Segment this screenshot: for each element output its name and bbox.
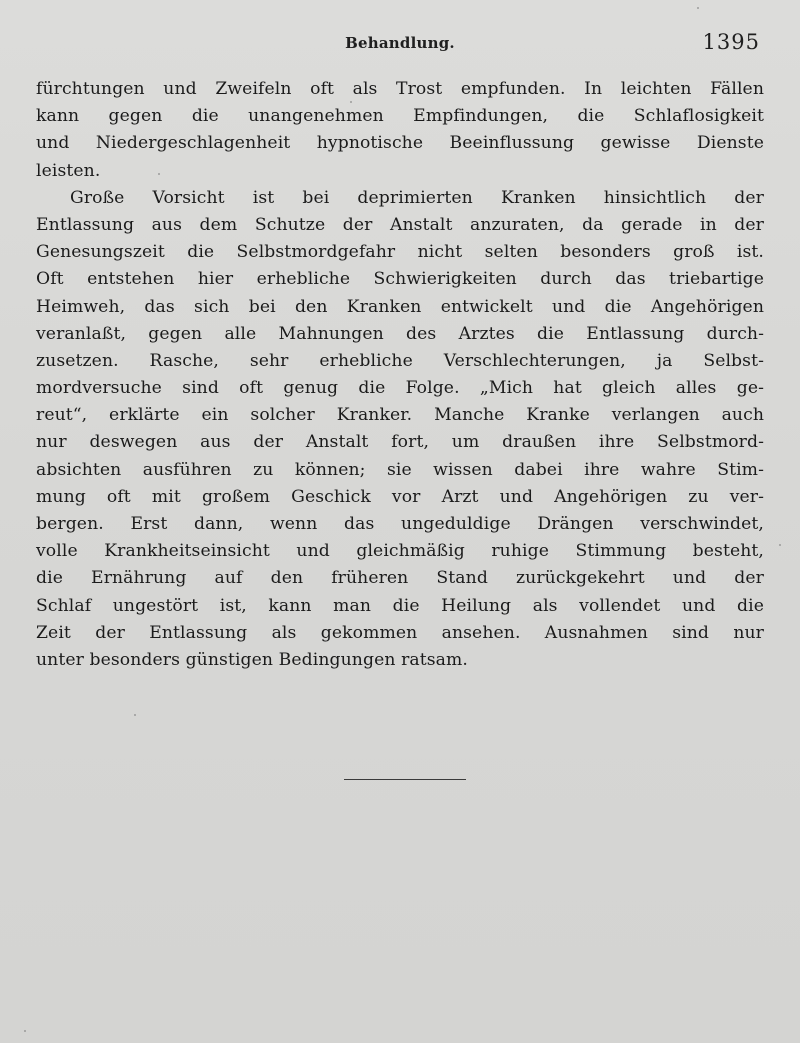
- text-line: Große Vorsicht ist bei deprimierten Kranken hinsichtlich der: [70, 187, 764, 208]
- text-line: absichten ausführen zu können; sie wissen dabei ihre wahre Stim-: [36, 459, 764, 480]
- text-line: bergen. Erst dann, wenn das ungeduldige Drängen verschwindet,: [36, 514, 764, 534]
- paper-speck: [697, 7, 699, 9]
- text-line: mordversuche sind oft genug die Folge. „Mich hat gleich alles ge-: [36, 378, 764, 399]
- text-line: volle Krankheitseinsicht und gleichmäßig ruhige Stimmung besteht,: [36, 541, 764, 562]
- page-header: [36, 30, 764, 58]
- paper-speck: [24, 1030, 26, 1032]
- text-line: Entlassung aus dem Schutze der Anstalt anzuraten, da gerade in der: [36, 214, 764, 235]
- text-line: Genesungszeit die Selbstmordgefahr nicht selten besonders groß ist.: [36, 242, 764, 263]
- text-line: mung oft mit großem Geschick vor Arzt und Angehörigen zu ver-: [36, 486, 764, 507]
- paragraph-2: [36, 185, 764, 674]
- text-line: fürchtungen und Zweifeln oft als Trost empfunden. In leichten Fällen: [36, 79, 764, 99]
- running-head: Behandlung.: [345, 34, 455, 52]
- text-line: und Niedergeschlagenheit hypnotische Beeinflussung gewisse Dienste: [36, 133, 764, 154]
- text-line: unter besonders günstigen Bedingungen ratsam.: [36, 649, 468, 670]
- body-text: [36, 76, 764, 674]
- text-line: zusetzen. Rasche, sehr erhebliche Verschlechterungen, ja Selbst-: [36, 350, 764, 371]
- page-number: 1395: [702, 30, 760, 54]
- paper-speck: [158, 173, 160, 175]
- paper-speck: [350, 101, 352, 103]
- text-line: Oft entstehen hier erhebliche Schwierigkeiten durch das triebartige: [36, 269, 764, 290]
- paper-speck: [134, 714, 136, 716]
- paragraph-1: [36, 76, 764, 185]
- text-line: nur deswegen aus der Anstalt fort, um draußen ihre Selbstmord-: [36, 432, 764, 453]
- text-line: die Ernährung auf den früheren Stand zurückgekehrt und der: [36, 568, 764, 589]
- text-line: veranlaßt, gegen alle Mahnungen des Arztes die Entlassung durch-: [36, 323, 764, 344]
- section-divider: [344, 779, 466, 780]
- text-line: Heimweh, das sich bei den Kranken entwickelt und die Angehörigen: [36, 296, 764, 317]
- text-line: Zeit der Entlassung als gekommen ansehen. Ausnahmen sind nur: [36, 622, 764, 643]
- text-line: reut“, erklärte ein solcher Kranker. Manche Kranke verlangen auch: [36, 405, 764, 426]
- text-line: Schlaf ungestört ist, kann man die Heilung als vollendet und die: [36, 595, 764, 616]
- text-line: kann gegen die unangenehmen Empfindungen, die Schlaflosigkeit: [36, 106, 764, 127]
- text-line: leisten.: [36, 160, 101, 181]
- paper-speck: [779, 544, 781, 546]
